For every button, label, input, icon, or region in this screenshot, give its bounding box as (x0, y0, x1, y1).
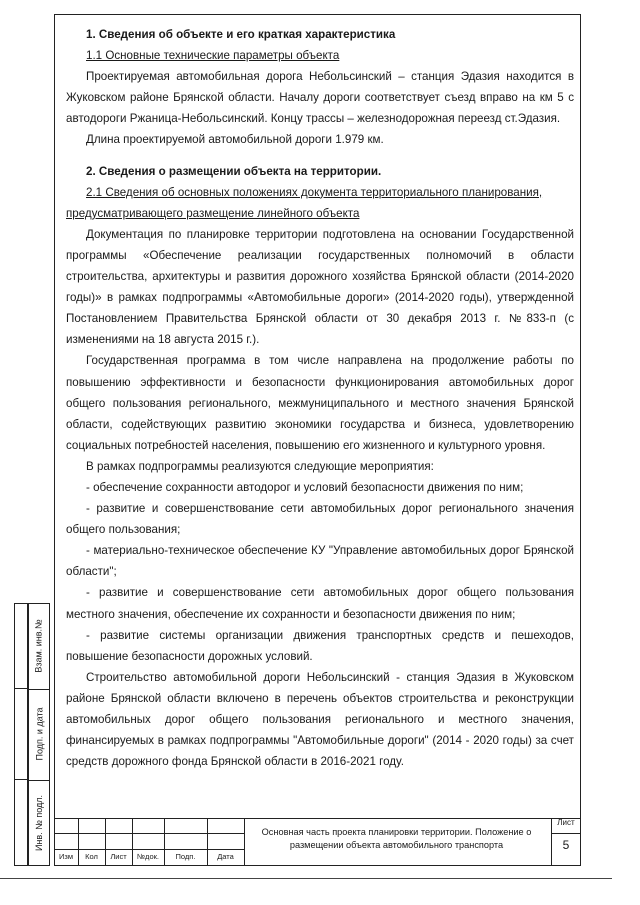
stamp-col-label: Изм (59, 852, 73, 861)
title-block (54, 818, 581, 866)
side-label-podp: Подп. и дата (34, 706, 45, 761)
stamp-col-label: №док. (137, 852, 159, 861)
section1-paragraph: Проектируемая автомобильная дорога Небольсинский – станция Эдазия находится в Жуковском районе Брянской области. Началу дороги соответствует съезд вправо на км 5 с автодороги Ржаница-Небольсинский. Концу трассы – железнодорожная переезд ст.Эдазия. (66, 70, 574, 126)
stamp-col-label: Лист (110, 852, 127, 861)
stamp-rule (54, 833, 244, 834)
section2-paragraph: Государственная программа в том числе направлена на продолжение работы по повышению эффективности и безопасности функционирования автомобильных дорог общего пользования регионального, межмуниципального и местного значения Брянской области, содействующих развитию экономики государства и бизнеса, удовлетворению социальных потребностей населения, повышению его жизненного и культурного уровня. (66, 354, 574, 452)
side-strip-spacer (14, 603, 28, 866)
side-label-vzam: Взам. инв.№ (34, 618, 45, 673)
section2-paragraph: В рамках подпрограммы реализуются следующие мероприятия: (86, 459, 434, 473)
side-label-inv: Инв. № подл. (34, 794, 44, 851)
stamp-col-label: Кол (85, 852, 98, 861)
stamp-rule (54, 818, 581, 819)
side-strip-divider (14, 688, 28, 689)
side-stamp-strip (14, 603, 54, 866)
list-item: - развитие и совершенствование сети автомобильных дорог регионального значения общего пользования; (66, 502, 574, 537)
bottom-rule (0, 878, 612, 879)
stamp-rule (54, 849, 244, 850)
document-title: Основная часть проекта планировки территории. Положение о размещении объекта автомобильного транспорта (261, 827, 532, 850)
list-item: - развитие системы организации движения транспортных средств и пешеходов, повышение безопасности дорожных условий. (66, 628, 574, 663)
section1-subheading: 1.1 Основные технические параметры объекта (86, 49, 340, 63)
sheet-number: 5 (562, 838, 570, 852)
sheet-label: Лист (557, 818, 575, 827)
section2-heading: 2. Сведения о размещении объекта на территории. (86, 164, 382, 178)
stamp-rule (551, 833, 581, 834)
section1-paragraph: Длина проектируемой автомобильной дороги 1.979 км. (86, 133, 384, 147)
list-item: - обеспечение сохранности автодорог и условий безопасности движения по ним; (86, 480, 524, 494)
stamp-col-label: Дата (217, 852, 234, 861)
stamp-col-label: Подп. (175, 852, 196, 861)
section2-paragraph: Документация по планировке территории подготовлена на основании Государственной программы «Обеспечение реализации государственных полномочий в области строительства, архитектуры и развития дорожного хозяйства Брянской области (2014-2020 годы)» в рамках подпрограммы «Автомобильные дороги» (2014-2020 годы), утвержденной Постановлением Правительства Брянской области от 30 декабря 2013 г. №833-п (с изменениями на 18 августа 2015 г.). (66, 227, 574, 347)
list-item: - материально-техническое обеспечение КУ "Управление автомобильных дорог Брянской области"; (66, 544, 574, 579)
section2-paragraph: Строительство автомобильной дороги Небольсинский - станция Эдазия в Жуковском районе Брянской области включено в перечень объектов строительства и реконструкции автомобильных дорог общего пользования регионального и местного значения, финансируемых в рамках подпрограммы "Автомобильные дороги" (2014 - 2020 годы) за счет средств дорожного фонда Брянской области в 2016-2021 году. (66, 670, 574, 769)
section2-subheading: 2.1 Сведения об основных положениях документа территориального планирования, предусматривающего размещение линейного объекта (66, 185, 543, 220)
document-body (66, 24, 574, 772)
side-strip-divider (14, 779, 28, 780)
section1-heading: 1. Сведения об объекте и его краткая характеристика (86, 28, 396, 41)
list-item: - развитие и совершенствование сети автомобильных дорог общего пользования местного значения, обеспечение их сохранности и безопасности движения по ним; (66, 586, 574, 621)
